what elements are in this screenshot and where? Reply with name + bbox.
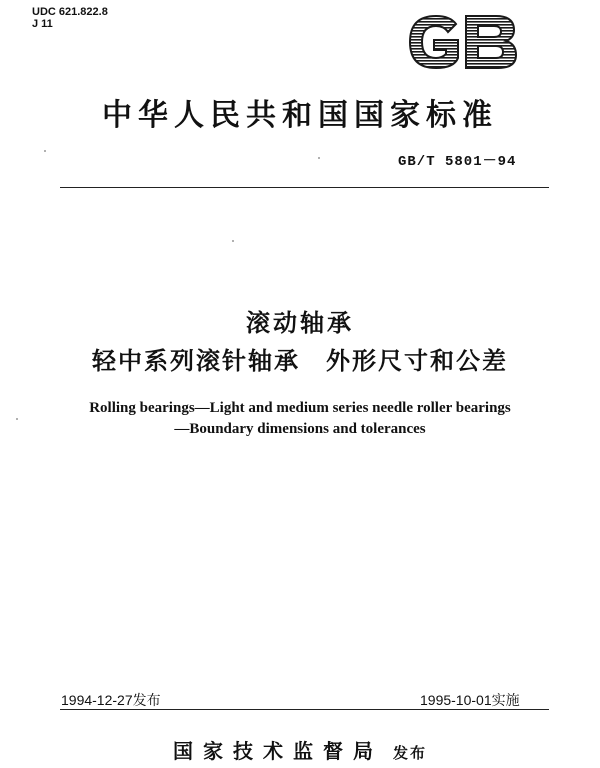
chinese-title-line1: 滚动轴承	[246, 309, 354, 337]
scan-speck	[44, 150, 46, 152]
scan-speck	[318, 157, 320, 159]
publisher-name: 国家技术监督局	[172, 739, 383, 763]
classification-code: J 11	[32, 18, 53, 30]
standard-title: 中华人民共和国国家标准	[102, 98, 498, 133]
implementation-date: 1995-10-01实施	[420, 692, 520, 708]
scan-speck	[16, 418, 18, 420]
top-divider	[60, 187, 549, 188]
scan-speck	[232, 240, 234, 242]
issue-date: 1994-12-27发布	[61, 692, 161, 708]
udc-block	[32, 6, 108, 30]
english-title-line2: —Boundary dimensions and tolerances	[174, 421, 426, 437]
udc-number: UDC 621.822.8	[32, 6, 108, 18]
gb-logo-graphic	[404, 12, 522, 72]
english-title-line1: Rolling bearings—Light and medium series needle roller bearings	[89, 400, 511, 416]
standard-code: GB/T 5801－94	[398, 154, 517, 170]
gb-logo	[404, 12, 522, 72]
publisher-line	[0, 735, 600, 764]
bottom-divider	[60, 709, 549, 710]
chinese-title-line2: 轻中系列滚针轴承 外形尺寸和公差	[92, 347, 508, 375]
publisher-suffix: 发布	[392, 744, 427, 762]
